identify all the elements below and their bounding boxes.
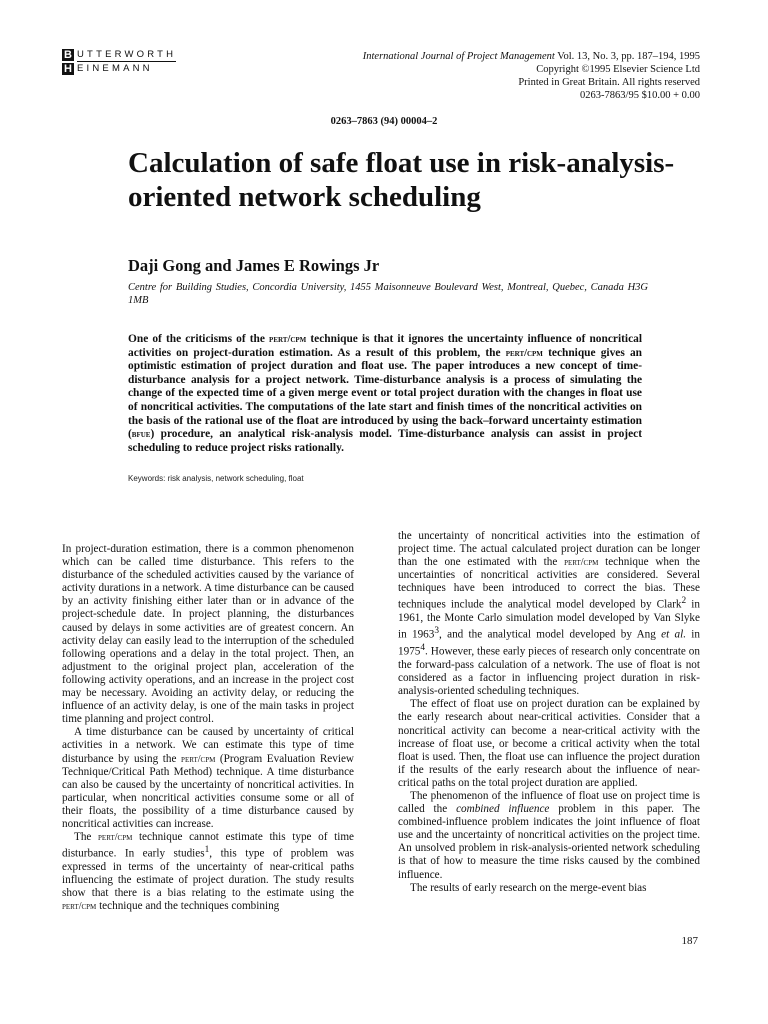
- publisher-logo-line2: [62, 62, 212, 76]
- body-text: The phenomenon of the influence of float use on project time is called the: [398, 789, 700, 816]
- body-text: . However, these early pieces of research only concentrate on the forward-pass calculation of a network. The use of float is not considered as a factor in influencing project duration in risk-analysis-oriented scheduling techniques.: [398, 645, 700, 698]
- body-text: (Program Evaluation Review Technique/Critical Path Method) technique. A time disturbance can also be caused by the uncertainty of noncritical activities. In particular, when noncritical activities consume some or all of their floats, the possibility of a time disturbance caused by noncritical activities can increase.: [62, 752, 354, 830]
- publisher-logo-initial-h: H: [62, 63, 74, 75]
- body-acronym: pert/cpm: [62, 901, 97, 913]
- body-acronym: pert/cpm: [98, 832, 133, 844]
- body-paragraph: [398, 790, 700, 882]
- reference-marker: 3: [434, 626, 440, 637]
- body-paragraph: The effect of float use on project duration can be explained by the early research about near-critical activities. Consider that a noncritical activity can become a near-critical activity with the increase of float use, or become a critical activity when the total float is used. Then, the float use can influence the project duration if the results of the early research about the influence of near-critical paths on the total project duration are applied.: [398, 698, 700, 789]
- body-text: , and the analytical model developed by Ang: [439, 629, 662, 642]
- body-text: A time disturbance can be caused by uncertainty of critical activities in a network. We can estimate this type of time disturbance by using the: [62, 726, 354, 765]
- publisher-logo-text-1: UTTERWORTH: [77, 48, 177, 60]
- journal-printed: Printed in Great Britain. All rights reserved: [518, 77, 700, 88]
- body-text: technique cannot estimate this type of time disturbance. In early studies: [62, 831, 354, 860]
- body-text: technique and the techniques combining: [96, 900, 280, 913]
- publisher-logo-initial-b: B: [62, 49, 74, 61]
- body-paragraph: [398, 530, 700, 698]
- reference-marker: 4: [420, 643, 426, 654]
- page-number: 187: [681, 935, 698, 947]
- journal-name: International Journal of Project Management: [362, 51, 555, 62]
- journal-copyright: Copyright ©1995 Elsevier Science Ltd: [536, 64, 700, 75]
- reference-marker: 1: [204, 845, 210, 856]
- journal-citation: [363, 50, 700, 63]
- body-paragraph: [62, 831, 354, 913]
- journal-info: [363, 50, 700, 102]
- body-text: The: [74, 831, 99, 844]
- article-code: 0263–7863 (94) 00004–2: [330, 116, 438, 127]
- abstract-text: ) procedure, an analytical risk-analysis model. Time-disturbance analysis can assist in project scheduling to reduce project risks rationally.: [128, 428, 642, 454]
- body-text: technique when the uncertainties of noncritical activities are considered. Several techniques have been introduced to correct the bias. These techniques include the analytical model developed by Clark: [398, 556, 701, 612]
- abstract: [128, 333, 642, 455]
- abstract-text: One of the criticisms of the: [128, 333, 270, 345]
- abstract-text: technique is that it ignores the uncertainty influence of noncritical activities on project-duration estimation. As a result of this problem, the: [128, 333, 642, 359]
- paper-title: Calculation of safe float use in risk-analysis-oriented network scheduling: [128, 147, 675, 213]
- author-affiliation: Centre for Building Studies, Concordia University, 1455 Maisonneuve Boulevard West, Montreal, Quebec, Canada H3G 1MB: [128, 282, 648, 306]
- abstract-acronym: pert/cpm: [269, 334, 307, 345]
- publisher-logo-text-2: EINEMANN: [77, 63, 153, 74]
- body-text: the uncertainty of noncritical activities into the estimation of project time. The actual calculated project duration can be longer than the one estimated with the: [398, 530, 700, 569]
- body-acronym: pert/cpm: [564, 557, 599, 569]
- body-paragraph: [62, 726, 354, 831]
- body-emphasis: combined influence: [456, 803, 550, 816]
- journal-volume: Vol. 13, No. 3, pp. 187–194, 1995: [557, 51, 700, 62]
- abstract-text: technique gives an optimistic estimation of project duration and float use. The paper introduces a new concept of time-disturbance analysis for a project network. Time-disturbance analysis is a process of simulating the change of the expected time of a given merge event or total project duration with the changes in float use of noncritical activities. The computations of the late start and finish times of the noncritical activities on the basis of the rational use of the float are introduced by using the back–forward uncertainty estimation (: [128, 346, 642, 441]
- paper-authors: Daji Gong and James E Rowings Jr: [128, 256, 380, 275]
- body-text: , this type of problem was expressed in terms of the uncertainty of near-critical paths influencing the estimate of project duration. The study results show that there is a bias relating to the estimate using the: [62, 847, 354, 900]
- body-emphasis: et al.: [661, 629, 687, 642]
- body-text: problem in this paper. The combined-influence problem indicates the joint influence of float use and the uncertainty of noncritical activities on the project time. An unsolved problem in risk-analysis-oriented network scheduling is that of how to measure the time risks caused by the combined influence.: [398, 803, 700, 881]
- keywords: Keywords: risk analysis, network scheduling, float: [128, 474, 304, 483]
- publisher-logo-line1: [62, 48, 212, 62]
- body-paragraph: In project-duration estimation, there is a common phenomenon which can be called time disturbance. This refers to the disturbance of the scheduled activities caused by the variance of activity durations in a network. A time disturbance can be caused by an activity finishing either later than or in advance of the project-schedule date. In project planning, the disturbances caused by delays in some activities are of greatest concern. An activity delay can easily lead to the interruption of the scheduled following operations and a delay in the total project. Then, an adjustment to the original project plan, acceleration of the following activity operations, and an increase in the project cost may be necessary. Avoiding an activity delay, or reducing the influence of an activity delay, is one of the main tasks in project time planning and project control.: [62, 543, 354, 726]
- journal-issn: 0263-7863/95 $10.00 + 0.00: [580, 90, 700, 101]
- body-paragraph: The results of early research on the merge-event bias: [410, 881, 647, 894]
- abstract-acronym: pert/cpm: [505, 347, 543, 359]
- publisher-logo: [62, 48, 212, 78]
- body-text: in 1975: [398, 629, 700, 658]
- reference-marker: 2: [681, 596, 687, 607]
- body-column-right: [398, 530, 700, 895]
- abstract-acronym: bfue: [131, 429, 151, 441]
- body-acronym: pert/cpm: [181, 753, 216, 765]
- body-text: in 1961, the Monte Carlo simulation model developed by Van Slyke in 1963: [398, 599, 700, 642]
- body-column-left: [62, 543, 354, 913]
